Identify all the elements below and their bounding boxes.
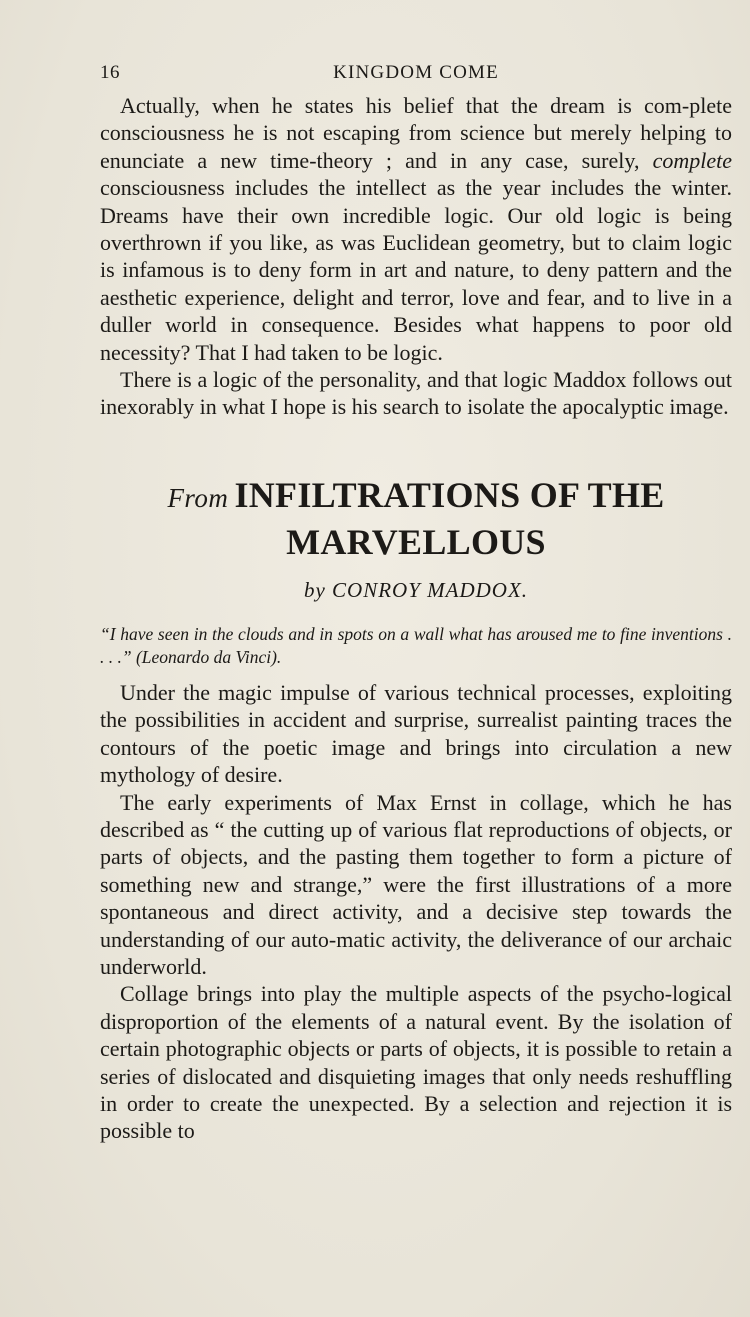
body-paragraph: There is a logic of the personality, and that logic Maddox follows out inexorably in what I hope is his search to isolate the apocalyptic image. — [100, 367, 732, 420]
article-title — [100, 473, 732, 564]
book-page — [100, 58, 732, 1145]
epigraph — [100, 623, 732, 669]
from-word: From — [167, 482, 229, 513]
paragraph-text: consciousness includes the intellect as the year includes the winter. Dreams have their own incredible logic. Our old logic is being overthrown if you like, as was Euclidean geometry, but to claim logic is infamous is to deny form in art and nature, to deny pattern and the aesthetic experience, delight and terror, love and fear, and to live in a duller world in consequence. Besides what happens to poor old necessity? That I had taken to be logic. — [100, 175, 732, 365]
body-paragraph: Under the magic impulse of various technical processes, exploiting the possibilities in accident and surprise, surrealist painting traces the contours of the poetic image and brings into circulation a new mythology of desire. — [100, 679, 732, 788]
body-paragraph — [100, 92, 732, 366]
byline: by CONROY MADDOX. — [303, 577, 529, 602]
emphasis-text: complete — [652, 147, 733, 173]
page-number: 16 — [100, 62, 120, 83]
article — [100, 473, 732, 1145]
paragraph-text: Actually, when he states his belief that the dream is com-plete consciousness he is not escaping from science but merely helping to enunciate a new time-theory ; and in any case, surely, — [100, 93, 732, 173]
epigraph-quote: “I have seen in the clouds and in spots on a wall what has aroused me to fine inventions . . . .” — [100, 623, 732, 667]
article-title-line-2: MARVELLOUS — [286, 521, 546, 562]
body-paragraph: The early experiments of Max Ernst in collage, which he has described as “ the cutting up of various flat reproductions of objects, or parts of objects, and the pasting them together to form a picture of something new and strange,” were the first illustrations of a more spontaneous and direct activity, and a decisive step towards the understanding of our auto-matic activity, the deliverance of our archaic underworld. — [100, 789, 732, 979]
article-title-line-1: INFILTRATIONS OF THE — [234, 474, 665, 515]
book-title: KINGDOM COME — [333, 62, 499, 83]
running-head — [100, 58, 732, 92]
section-gap — [100, 421, 732, 473]
previous-section — [100, 92, 732, 421]
body-paragraph: Collage brings into play the multiple aspects of the psycho-logical disproportion of the elements of a natural event. By the isolation of certain photographic objects or parts of objects, it is possible to retain a series of dislocated and disquieting images that only needs reshuffling in order to create the unexpected. By a selection and rejection it is possible to — [100, 981, 732, 1144]
epigraph-attribution: (Leonardo da Vinci). — [135, 646, 282, 667]
